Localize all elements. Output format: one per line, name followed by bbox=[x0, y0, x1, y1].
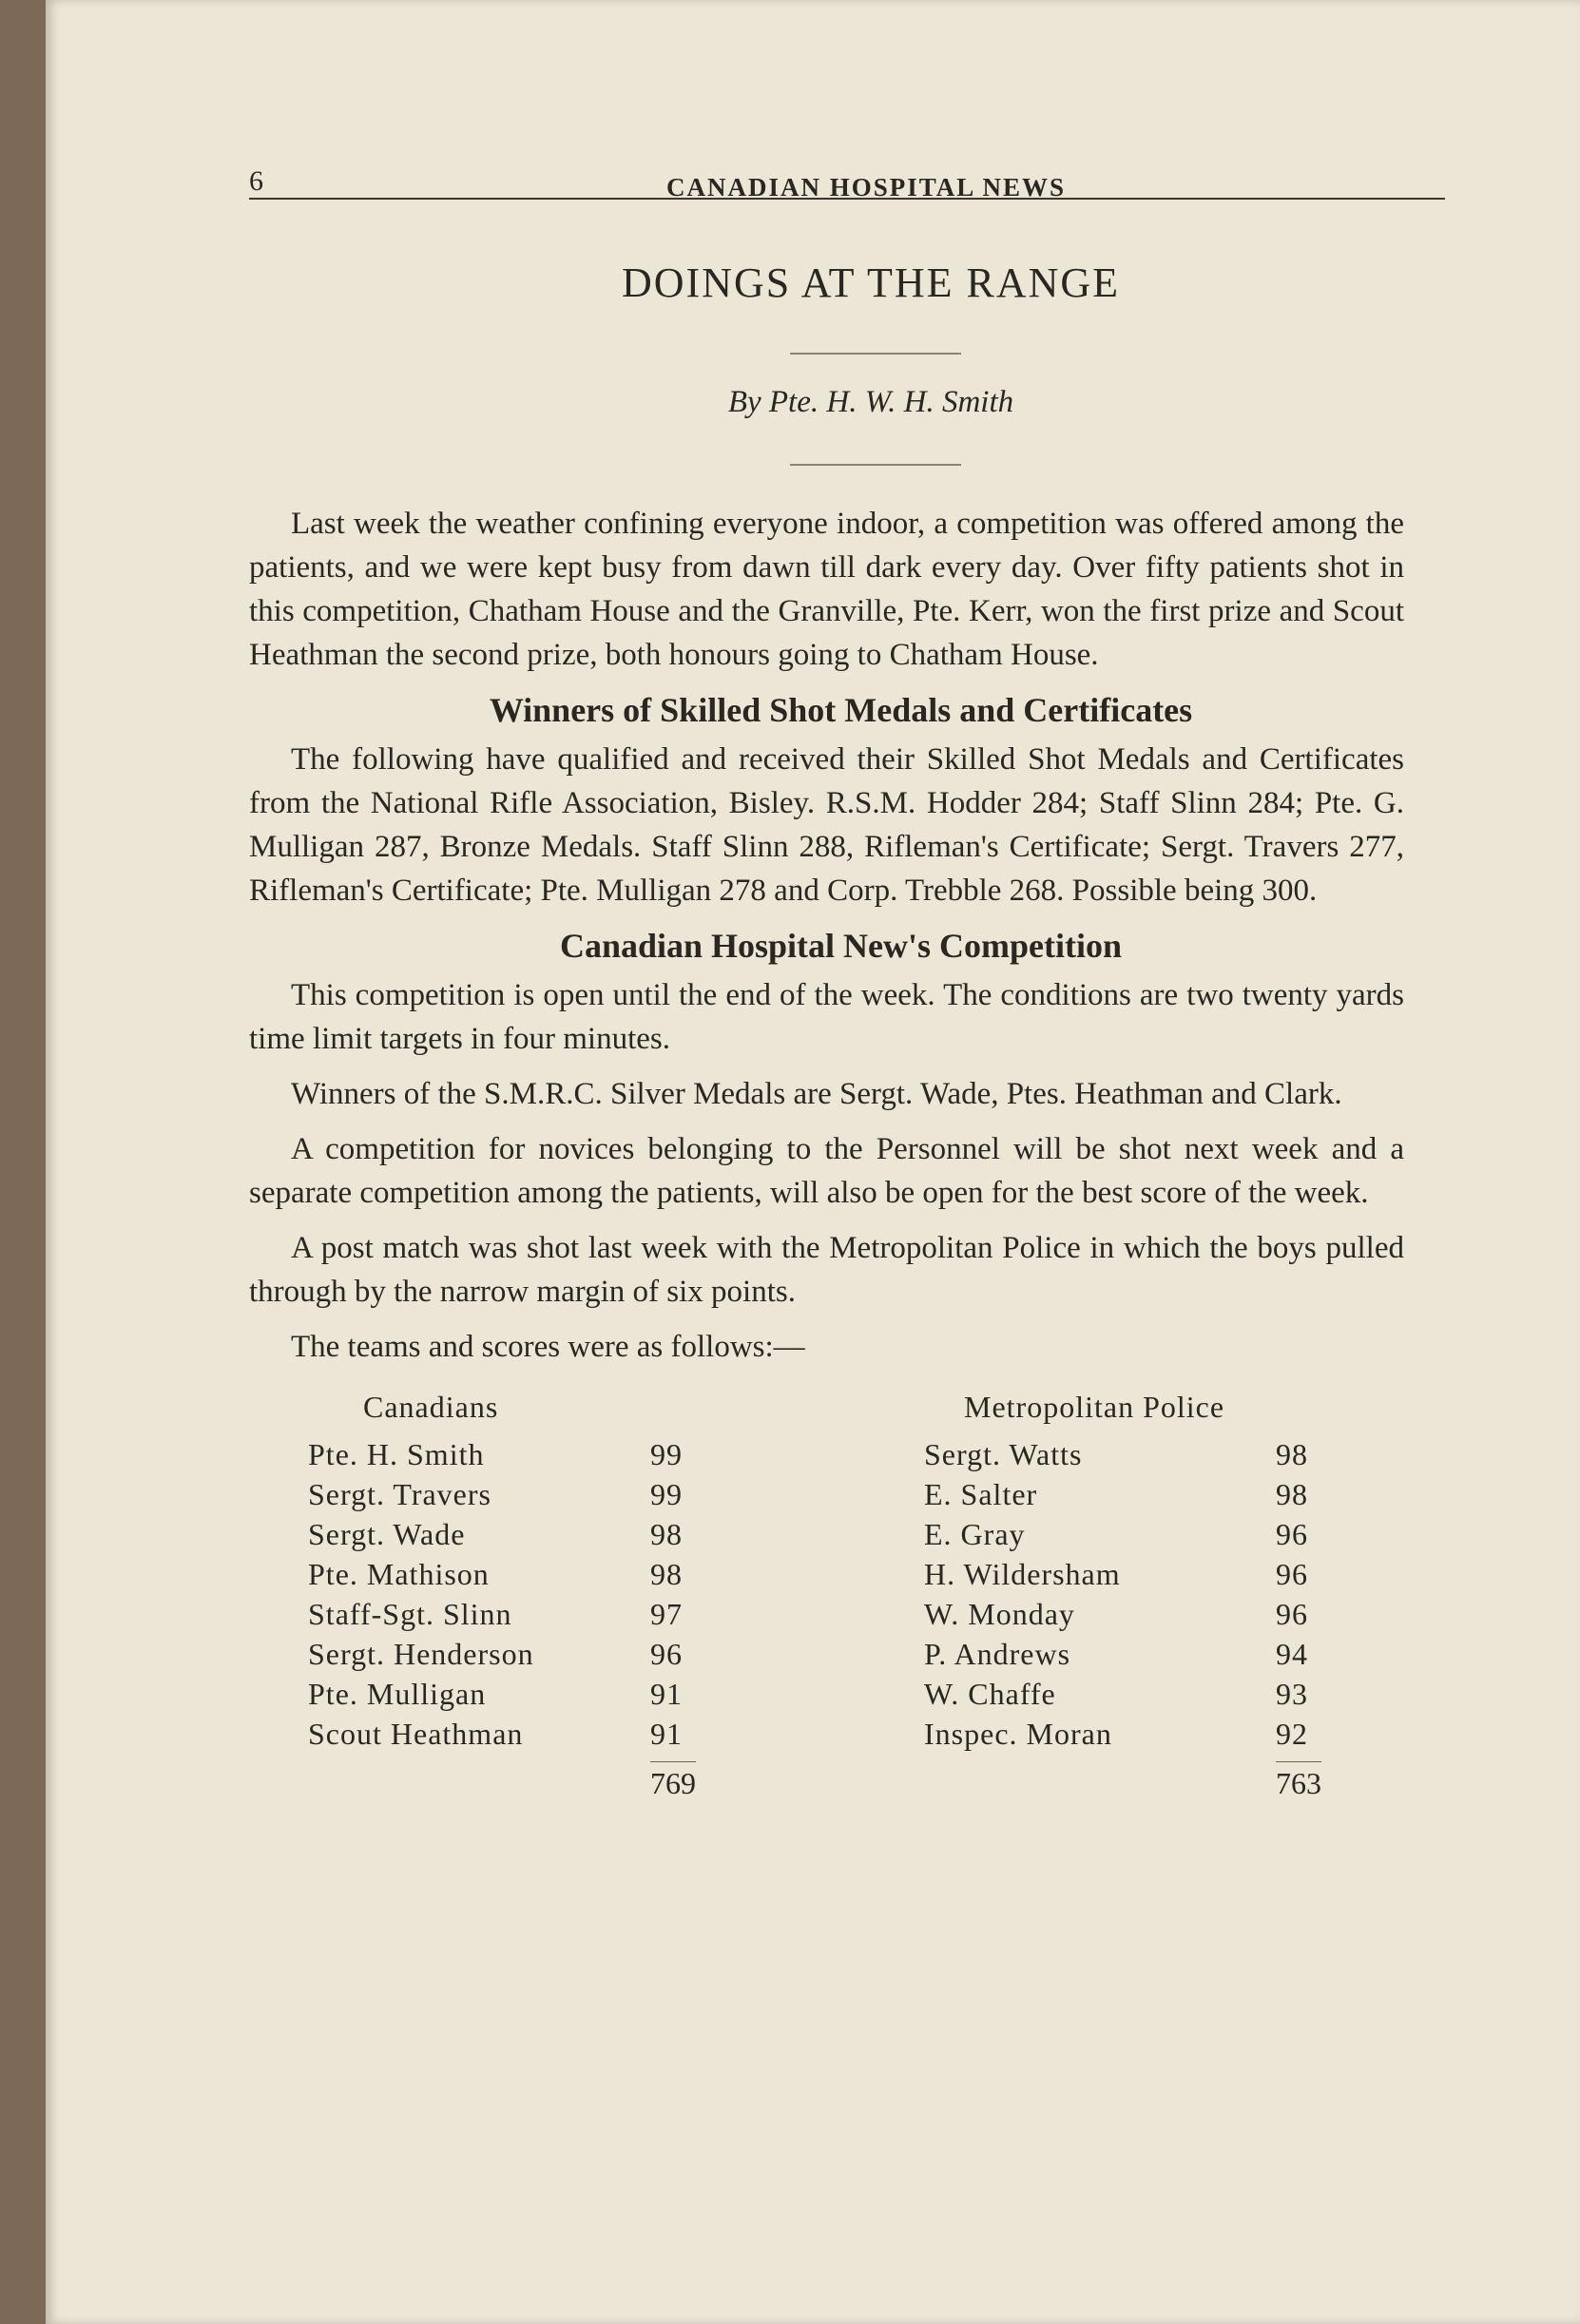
player-name: Sergt. Henderson bbox=[308, 1637, 534, 1671]
player-score: 99 bbox=[650, 1437, 683, 1471]
score-row bbox=[924, 1594, 1323, 1634]
player-name: Pte. Mathison bbox=[308, 1557, 490, 1591]
article-body bbox=[249, 502, 1404, 1808]
competition-paragraph: This competition is open until the end of the week. The conditions are two twenty yards time limit targets in four minutes. bbox=[249, 978, 1404, 1056]
player-score: 98 bbox=[650, 1517, 683, 1551]
player-name: Sergt. Travers bbox=[308, 1477, 491, 1511]
player-name: Scout Heathman bbox=[308, 1717, 524, 1751]
score-row bbox=[924, 1434, 1323, 1474]
player-name: P. Andrews bbox=[924, 1637, 1071, 1671]
score-row bbox=[924, 1714, 1323, 1754]
player-score: 96 bbox=[1276, 1597, 1308, 1631]
post-match-paragraph: A post match was shot last week with the Metropolitan Police in which the boys pulled through by the narrow margin of six points. bbox=[249, 1231, 1404, 1309]
player-score: 96 bbox=[1276, 1557, 1308, 1591]
page-number: 6 bbox=[249, 165, 263, 197]
player-name: W. Chaffe bbox=[924, 1677, 1056, 1711]
player-name: Staff-Sgt. Slinn bbox=[308, 1597, 512, 1631]
section-heading-medals: Winners of Skilled Shot Medals and Certificates bbox=[489, 691, 1193, 729]
player-score: 93 bbox=[1276, 1677, 1308, 1711]
player-score: 91 bbox=[650, 1717, 683, 1751]
total-rule bbox=[1276, 1761, 1321, 1762]
score-row bbox=[308, 1514, 698, 1554]
player-name: Pte. H. Smith bbox=[308, 1437, 485, 1471]
player-score: 94 bbox=[1276, 1637, 1308, 1671]
team-canadians bbox=[308, 1390, 698, 1801]
player-name: W. Monday bbox=[924, 1597, 1075, 1631]
page-content bbox=[249, 143, 1445, 1808]
score-row bbox=[924, 1634, 1323, 1674]
player-name: E. Salter bbox=[924, 1477, 1038, 1511]
team-metropolitan-police bbox=[924, 1390, 1323, 1801]
player-score: 91 bbox=[650, 1677, 683, 1711]
player-score: 96 bbox=[650, 1637, 683, 1671]
score-row bbox=[308, 1634, 698, 1674]
player-score: 99 bbox=[650, 1477, 683, 1511]
player-score: 97 bbox=[650, 1597, 683, 1631]
score-row bbox=[924, 1554, 1323, 1594]
player-score: 98 bbox=[1276, 1437, 1308, 1471]
score-row bbox=[308, 1674, 698, 1714]
score-row bbox=[308, 1554, 698, 1594]
player-score: 92 bbox=[1276, 1717, 1308, 1751]
team-total: 769 bbox=[650, 1766, 696, 1800]
score-row bbox=[308, 1474, 698, 1514]
player-name: E. Gray bbox=[924, 1517, 1026, 1551]
running-head bbox=[249, 143, 1445, 200]
novices-paragraph: A competition for novices belonging to the Personnel will be shot next week and a separate competition among the patients, will also be open for the best score of the week. bbox=[249, 1132, 1404, 1210]
player-score: 98 bbox=[1276, 1477, 1308, 1511]
team-total: 763 bbox=[1276, 1766, 1321, 1800]
teams-intro: The teams and scores were as follows:— bbox=[291, 1330, 805, 1364]
article-title: DOINGS AT THE RANGE bbox=[621, 259, 1121, 306]
score-row bbox=[308, 1434, 698, 1474]
score-row bbox=[924, 1514, 1323, 1554]
byline: By Pte. H. W. H. Smith bbox=[727, 385, 1014, 419]
score-row bbox=[924, 1674, 1323, 1714]
total-rule bbox=[650, 1761, 696, 1762]
team-name: Metropolitan Police bbox=[964, 1390, 1225, 1424]
score-row bbox=[924, 1474, 1323, 1514]
player-name: Pte. Mulligan bbox=[308, 1677, 487, 1711]
journal-title: CANADIAN HOSPITAL NEWS bbox=[665, 173, 1067, 202]
scores-table bbox=[249, 1390, 1404, 1808]
player-name: H. Wildersham bbox=[924, 1557, 1121, 1591]
player-name: Sergt. Watts bbox=[924, 1437, 1083, 1471]
page bbox=[46, 0, 1580, 2324]
player-name: Sergt. Wade bbox=[308, 1517, 466, 1551]
medals-paragraph: The following have qualified and received their Skilled Shot Medals and Certificates from the National Rifle Association, Bisley. R.S.M. Hodder 284; Staff Slinn 284; Pte. G. Mulligan 287, Bronze Medals. Staff Slinn 288, Rifleman's Certificate; Sergt. Travers 277, Rifleman's Certificate; Pte. Mulligan 278 and Corp. Trebble 268. Possible being 300. bbox=[249, 742, 1404, 908]
byline-divider bbox=[790, 464, 961, 466]
intro-paragraph: Last week the weather confining everyone indoor, a competition was offered among the patients, and we were kept busy from dawn till dark every day. Over fifty patients shot in this competition, Chatham House and the Granville, Pte. Kerr, won the first prize and Scout Heathman the second prize, both honours going to Chatham House. bbox=[249, 507, 1404, 672]
section-heading-competition: Canadian Hospital New's Competition bbox=[559, 927, 1123, 965]
title-divider bbox=[790, 353, 961, 355]
score-row bbox=[308, 1714, 698, 1754]
silver-medals-paragraph: Winners of the S.M.R.C. Silver Medals are Sergt. Wade, Ptes. Heathman and Clark. bbox=[291, 1077, 1342, 1111]
player-score: 96 bbox=[1276, 1517, 1308, 1551]
score-row bbox=[308, 1594, 698, 1634]
player-score: 98 bbox=[650, 1557, 683, 1591]
team-name: Canadians bbox=[363, 1390, 499, 1424]
player-name: Inspec. Moran bbox=[924, 1717, 1112, 1751]
